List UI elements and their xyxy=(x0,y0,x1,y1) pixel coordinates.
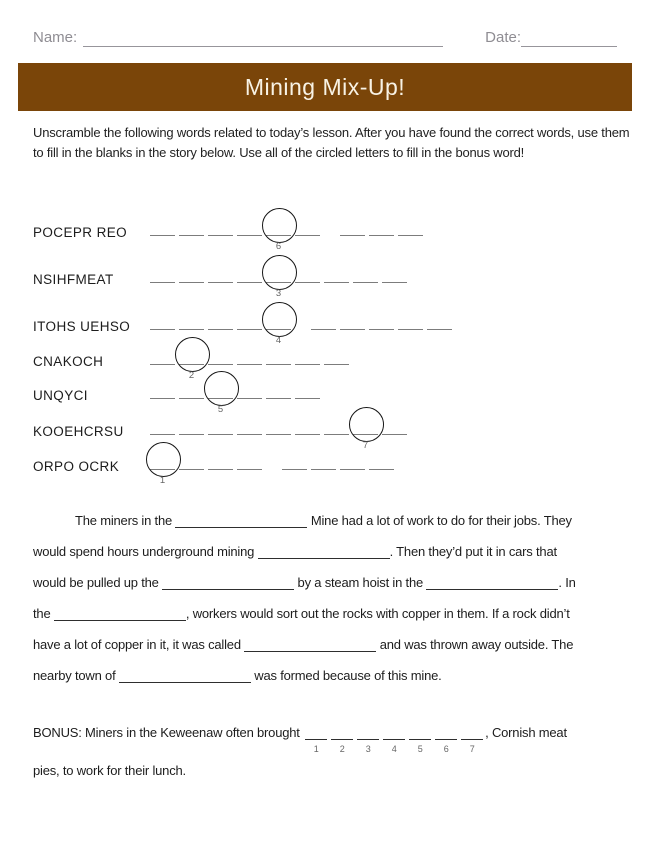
bonus-letter-blank xyxy=(461,726,483,754)
letter-blank xyxy=(369,313,394,330)
letter-blank xyxy=(398,219,423,236)
blank-group xyxy=(150,266,411,299)
story-line xyxy=(33,598,638,629)
bonus-letter-blank xyxy=(409,726,431,754)
letter-blank xyxy=(237,219,262,236)
scramble-row xyxy=(33,422,633,451)
scramble-row xyxy=(33,270,633,299)
name-blank-line xyxy=(83,31,443,47)
story-text: by a steam hoist in the xyxy=(294,575,427,590)
letter-blank xyxy=(266,418,291,435)
name-label: Name: xyxy=(33,29,78,46)
blank-group xyxy=(150,453,266,486)
letter-blank xyxy=(266,348,291,365)
letter-blank xyxy=(340,313,365,330)
blank-group xyxy=(150,382,324,415)
letter-blank xyxy=(311,313,336,330)
circled-letter-marker xyxy=(204,371,239,406)
scramble-row xyxy=(33,317,633,346)
letter-blank xyxy=(324,348,349,365)
bonus-letter-blank xyxy=(383,726,405,754)
bonus-position-number: 6 xyxy=(275,241,282,252)
letter-blank xyxy=(282,453,307,470)
story-text: . In xyxy=(558,575,576,590)
story-text: , workers would sort out the rocks with copper in them. If a rock didn’t xyxy=(185,606,570,621)
story-fill-in-blank xyxy=(244,637,376,652)
bonus-blank-number: 4 xyxy=(391,744,397,754)
letter-blank xyxy=(208,348,233,365)
bonus-letter-blank xyxy=(435,726,457,754)
blank-group xyxy=(282,453,398,475)
letter-blank xyxy=(369,219,394,236)
letter-blank xyxy=(324,266,349,283)
scrambled-word-label: ITOHS UEHSO xyxy=(33,319,131,334)
bonus-position-number: 3 xyxy=(275,288,282,299)
circled-letter-marker xyxy=(146,442,181,477)
date-blank-line xyxy=(521,31,617,47)
bonus-text: BONUS: Miners in the Keweenaw often brought xyxy=(33,725,304,740)
letter-blank xyxy=(208,453,233,470)
story-line xyxy=(33,567,638,598)
circled-letter-marker xyxy=(262,208,297,243)
scramble-row xyxy=(33,457,633,486)
bonus-letter-blank xyxy=(357,726,379,754)
bonus-blank-number: 3 xyxy=(365,744,371,754)
story-line xyxy=(33,629,638,660)
bonus-blank-number: 6 xyxy=(443,744,449,754)
story-fill-in-blank xyxy=(119,668,251,683)
letter-blank xyxy=(295,219,320,236)
circled-letter-marker xyxy=(262,255,297,290)
letter-blank xyxy=(295,382,320,399)
circled-letter-marker xyxy=(262,302,297,337)
letter-blank xyxy=(179,453,204,470)
circled-letter-marker xyxy=(349,407,384,442)
scrambled-word-label: UNQYCI xyxy=(33,388,88,403)
blank-group xyxy=(150,219,324,252)
story-fill-in-blank xyxy=(175,513,307,528)
title-banner xyxy=(18,63,632,111)
story-fill-in-blank xyxy=(54,606,186,621)
letter-blank xyxy=(150,313,175,330)
letter-blank xyxy=(208,219,233,236)
story-line xyxy=(33,536,638,567)
letter-blank xyxy=(353,266,378,283)
letter-blank xyxy=(150,348,175,365)
story-line xyxy=(33,505,638,536)
letter-blank xyxy=(179,219,204,236)
letter-blank xyxy=(179,348,204,381)
bonus-position-number: 1 xyxy=(159,475,166,486)
scramble-row xyxy=(33,223,633,252)
story-section xyxy=(33,505,638,691)
page-title: Mining Mix-Up! xyxy=(244,73,406,100)
letter-blank xyxy=(237,453,262,470)
scrambled-word-label: CNAKOCH xyxy=(33,354,104,369)
date-label: Date: xyxy=(485,29,521,46)
story-text: The miners in the xyxy=(75,513,176,528)
letter-blank xyxy=(237,266,262,283)
bonus-text: , Cornish meat xyxy=(485,725,567,740)
scramble-row xyxy=(33,352,633,381)
blank-group xyxy=(311,313,456,335)
letter-blank xyxy=(295,266,320,283)
story-fill-in-blank xyxy=(426,575,558,590)
letter-blank xyxy=(340,219,365,236)
letter-blank xyxy=(398,313,423,330)
name-date-row xyxy=(33,29,617,47)
letter-blank xyxy=(382,266,407,283)
scrambled-word-label: POCEPR REO xyxy=(33,225,128,240)
letter-blank xyxy=(208,418,233,435)
letter-blank xyxy=(353,418,378,451)
bonus-blank-number: 2 xyxy=(339,744,345,754)
story-text: was formed because of this mine. xyxy=(250,668,442,683)
letter-blank xyxy=(266,219,291,252)
bonus-blank-number: 7 xyxy=(469,744,475,754)
bonus-position-number: 5 xyxy=(217,404,224,415)
letter-blank xyxy=(340,453,365,470)
story-text: would be pulled up the xyxy=(33,575,163,590)
story-line xyxy=(33,660,638,691)
letter-blank xyxy=(266,382,291,399)
story-fill-in-blank xyxy=(162,575,294,590)
blank-group xyxy=(340,219,427,241)
letter-blank xyxy=(266,266,291,299)
blank-group xyxy=(150,348,353,381)
story-text: and was thrown away outside. The xyxy=(376,637,574,652)
blank-group xyxy=(150,313,295,346)
blank-group xyxy=(150,418,411,451)
letter-blank xyxy=(208,266,233,283)
letter-blank xyxy=(179,313,204,330)
letter-blank xyxy=(179,266,204,283)
letter-blank xyxy=(324,418,349,435)
bonus-position-number: 4 xyxy=(275,335,282,346)
story-text: would spend hours underground mining xyxy=(33,544,258,559)
bonus-sentence-continued: pies, to work for their lunch. xyxy=(33,763,186,778)
letter-blank xyxy=(150,382,175,399)
bonus-sentence xyxy=(33,724,638,754)
scramble-row xyxy=(33,386,633,415)
letter-blank xyxy=(150,453,175,486)
bonus-letter-blank xyxy=(305,726,327,754)
bonus-blank-number: 5 xyxy=(417,744,423,754)
story-text: nearby town of xyxy=(33,668,119,683)
letter-blank xyxy=(311,453,336,470)
letter-blank xyxy=(208,313,233,330)
scrambled-word-label: ORPO OCRK xyxy=(33,459,120,474)
letter-blank xyxy=(150,219,175,236)
circled-letter-marker xyxy=(175,337,210,372)
bonus-blank-number: 1 xyxy=(313,744,319,754)
story-text: the xyxy=(33,606,54,621)
letter-blank xyxy=(369,453,394,470)
story-text: have a lot of copper in it, it was called xyxy=(33,637,245,652)
letter-blank xyxy=(266,313,291,346)
letter-blank xyxy=(237,382,262,399)
scrambled-word-label: NSIHFMEAT xyxy=(33,272,114,287)
story-text: . Then they’d put it in cars that xyxy=(389,544,557,559)
letter-blank xyxy=(295,418,320,435)
scrambled-word-label: KOOEHCRSU xyxy=(33,424,124,439)
story-fill-in-blank xyxy=(258,544,390,559)
letter-blank xyxy=(208,382,233,415)
letter-blank xyxy=(179,382,204,399)
bonus-position-number: 2 xyxy=(188,370,195,381)
letter-blank xyxy=(237,418,262,435)
bonus-position-number: 7 xyxy=(362,440,369,451)
instructions-text: Unscramble the following words related to today’s lesson. After you have found the correct words, use them to fill in the blanks in the story below. Use all of the circled letters to fill in the bonus word! xyxy=(33,125,630,160)
letter-blank xyxy=(295,348,320,365)
letter-blank xyxy=(237,348,262,365)
letter-blank xyxy=(237,313,262,330)
letter-blank xyxy=(150,418,175,435)
letter-blank xyxy=(150,266,175,283)
bonus-letter-blank xyxy=(331,726,353,754)
letter-blank xyxy=(382,418,407,435)
bonus-section xyxy=(33,724,638,779)
letter-blank xyxy=(427,313,452,330)
story-text: Mine had a lot of work to do for their jobs. They xyxy=(307,513,572,528)
letter-blank xyxy=(179,418,204,435)
